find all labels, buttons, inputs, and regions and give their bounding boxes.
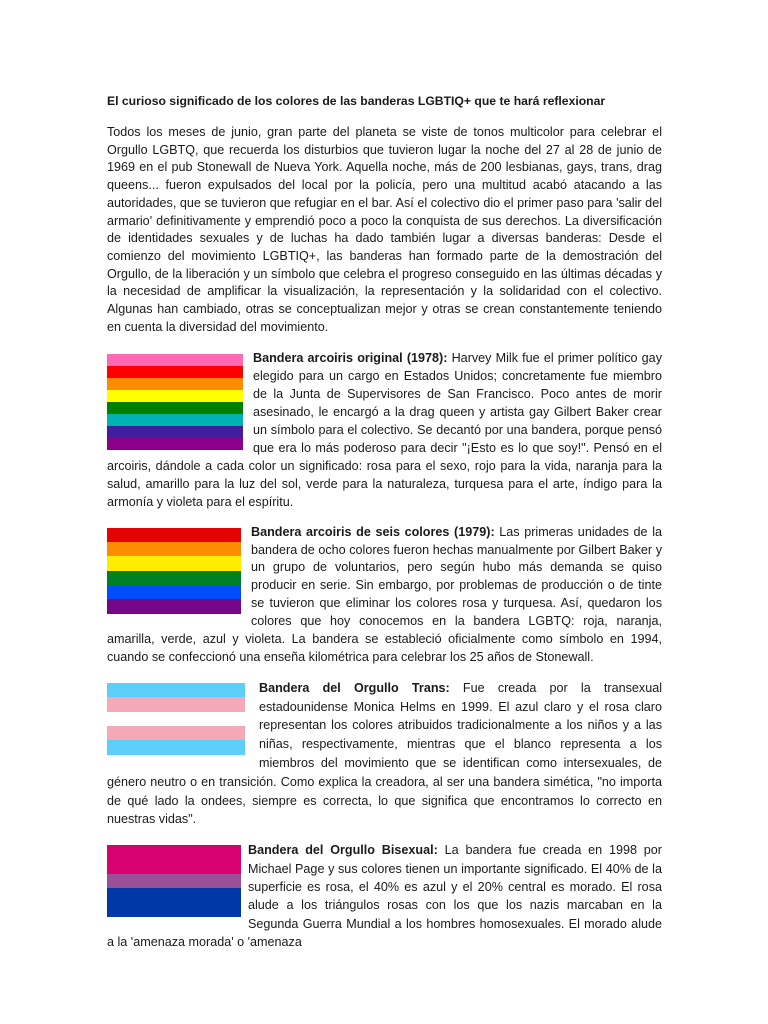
flag-stripe xyxy=(107,354,243,366)
intro-paragraph: Todos los meses de junio, gran parte del planeta se viste de tonos multicolor para celebrar el Orgullo LGBTQ, que recuerda los disturbios que tuvieron lugar la noche del 27 al 28 de junio de 1969 en el pub Stonewall de Nueva York. Aquella noche, más de 200 lesbianas, gays, trans, drag queens... fueron expulsados del local por la policía, pero una multitud acabó atacando a las autoridades, que se tuvieron que refugiar en el bar. Así el colectivo dio el primer paso para 'salir del armario' definitivamente y emprendió poco a poco la conquista de sus derechos. La diversificación de identidades sexuales y de luchas ha dado también lugar a diversas banderas: Desde el comienzo del movimiento LGBTIQ+, las banderas han formado parte de la demostración del Orgullo, de la liberación y un símbolo que celebra el progreso conseguido en las últimas décadas y la necesidad de amplificar la visualización, la representación y la solidaridad con el colectivo. Algunas han cambiado, otras se conceptualizan mejor y otras se crean constantemente teniendo en cuenta la diversidad del movimiento. xyxy=(107,125,662,334)
bisexual-pride-flag-image xyxy=(107,845,241,917)
section-heading: Bandera del Orgullo Bisexual: xyxy=(248,843,438,858)
flag-stripe xyxy=(107,903,241,917)
section-body: La bandera fue creada en 1998 por Michael Page y sus colores tienen un importante significado. El 40% de la superficie es rosa, el 40% es azul y el 20% central es morado. El rosa alude a los triángulos rosas con los que los nazis marcaban en la Segunda Guerra Mundial a los hombres homosexuales. El morado alude a la 'amenaza morada' o 'amenaza xyxy=(107,843,662,950)
section-six-color-rainbow-flag xyxy=(107,524,662,667)
section-body: Las primeras unidades de la bandera de ocho colores fueron hechas manualmente por Gilbert Baker y un grupo de voluntarios, pero según hubo más demanda se quiso producir en serie. Sin embargo, por problemas de producción o de tinte se tuvieron que eliminar los colores rosa y turquesa. Así, quedaron los colores que hoy conocemos en la bandera LGBTQ: roja, naranja, amarilla, verde, azul y violeta. La bandera se estableció oficialmente como símbolo en 1994, cuando se confeccionó una enseña kilométrica para celebrar los 25 años de Stonewall. xyxy=(107,524,662,664)
flag-stripe xyxy=(107,402,243,414)
flag-stripe xyxy=(107,888,241,902)
flag-stripe xyxy=(107,845,241,859)
flag-stripe xyxy=(107,542,241,556)
section-body: Fue creada por la transexual estadounidense Monica Helms en 1999. El azul claro y el rosa claro representan los colores atribuidos tradicionalmente a los niños y a las niñas, respectivamente, mientras que el blanco representa a los miembros del movimiento que se identifican como intersexuales, de género neutro o en transición. Como explica la creadora, al ser una bandera simética, "no importa de qué lado la ondees, siempre es correcta, lo que significa que encontramos lo correcto en nuestras vidas". xyxy=(107,680,663,827)
document-page xyxy=(107,92,662,964)
flag-stripe xyxy=(107,726,245,740)
document-title: El curioso significado de los colores de las banderas LGBTIQ+ que te hará reflexionar xyxy=(107,94,606,108)
original-rainbow-flag-image xyxy=(107,354,243,450)
section-heading: Bandera arcoiris original (1978): xyxy=(253,351,448,366)
section-original-rainbow-flag xyxy=(107,350,662,511)
flag-stripe xyxy=(107,378,243,390)
section-heading: Bandera del Orgullo Trans: xyxy=(259,680,450,695)
flag-stripe xyxy=(107,599,241,613)
flag-stripe xyxy=(107,585,241,599)
flag-stripe xyxy=(107,712,245,726)
section-body: Harvey Milk fue el primer político gay elegido para un cargo en Estados Unidos; concretamente fue miembro de la Junta de Supervisores de San Francisco. Poco antes de morir asesinado, le encargó a la drag queen y artista gay Gilbert Baker crear un símbolo para el colectivo. Se decantó por una bandera, porque pensó que era lo más poderoso para decir "¡Esto es lo que soy!". Pensó en el arcoiris, dándole a cada color un significado: rosa para el sexo, rojo para la vida, naranja para la salud, amarillo para la luz del sol, verde para la naturaleza, turquesa para el arte, índigo para la armonía y violeta para el espíritu. xyxy=(107,351,662,509)
flag-stripe xyxy=(107,528,241,542)
flag-stripe xyxy=(107,390,243,402)
flag-stripe xyxy=(107,874,241,888)
section-trans-flag xyxy=(107,679,662,829)
flag-stripe xyxy=(107,697,245,711)
flag-stripe xyxy=(107,740,245,754)
six-color-rainbow-flag-image xyxy=(107,528,241,614)
flag-stripe xyxy=(107,571,241,585)
section-bisexual-flag xyxy=(107,841,662,951)
trans-pride-flag-image xyxy=(107,683,245,755)
flag-stripe xyxy=(107,438,243,450)
flag-stripe xyxy=(107,860,241,874)
flag-stripe xyxy=(107,414,243,426)
flag-stripe xyxy=(107,366,243,378)
section-heading: Bandera arcoiris de seis colores (1979): xyxy=(251,524,495,539)
flag-stripe xyxy=(107,426,243,438)
flag-stripe xyxy=(107,556,241,570)
flag-stripe xyxy=(107,683,245,697)
